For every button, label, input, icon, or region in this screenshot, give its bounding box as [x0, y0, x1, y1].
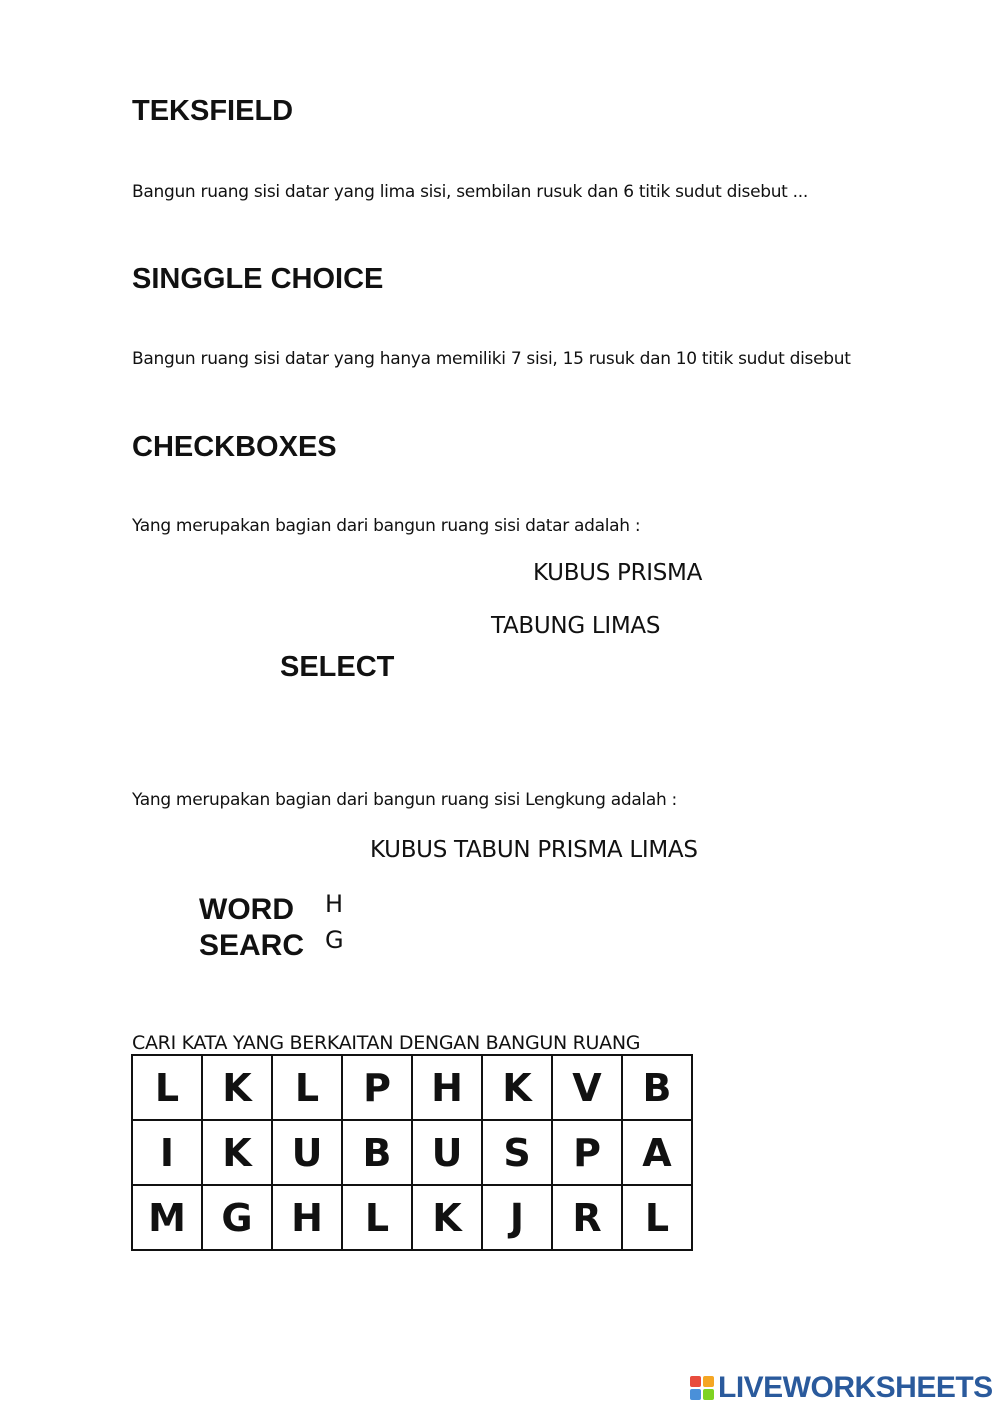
question-textfield: Bangun ruang sisi datar yang lima sisi, sembilan rusuk dan 6 titik sudut disebut ... — [132, 182, 808, 202]
word-search-overflow-line-1: H — [325, 890, 344, 918]
word-search-cell[interactable]: L — [132, 1055, 202, 1120]
section-heading-select: SELECT — [280, 651, 395, 683]
question-checkboxes: Yang merupakan bagian dari bangun ruang sisi datar adalah : — [132, 516, 641, 536]
word-search-cell[interactable]: G — [202, 1185, 272, 1250]
word-search-cell[interactable]: J — [482, 1185, 552, 1250]
word-search-cell[interactable]: H — [412, 1055, 482, 1120]
word-search-cell[interactable]: M — [132, 1185, 202, 1250]
word-search-cell[interactable]: V — [552, 1055, 622, 1120]
word-search-cell[interactable]: K — [202, 1120, 272, 1185]
question-select: Yang merupakan bagian dari bangun ruang sisi Lengkung adalah : — [132, 790, 677, 810]
select-options[interactable]: KUBUS TABUN PRISMA LIMAS — [370, 837, 698, 863]
word-search-cell[interactable]: L — [342, 1185, 412, 1250]
logo-tile — [703, 1376, 714, 1387]
word-search-cell[interactable]: B — [342, 1120, 412, 1185]
word-search-cell[interactable]: A — [622, 1120, 692, 1185]
word-search-heading-line-1: WORD — [199, 893, 294, 926]
word-search-cell[interactable]: K — [482, 1055, 552, 1120]
word-search-cell[interactable]: L — [622, 1185, 692, 1250]
word-search-cell[interactable]: S — [482, 1120, 552, 1185]
logo-tile — [703, 1389, 714, 1400]
word-search-heading-line-2: SEARC — [199, 929, 305, 962]
word-search-cell[interactable]: R — [552, 1185, 622, 1250]
checkbox-options-line-2[interactable]: TABUNG LIMAS — [491, 613, 661, 639]
word-search-cell[interactable]: H — [272, 1185, 342, 1250]
logo-text: LIVEWORKSHEETS — [718, 1371, 993, 1404]
word-search-instruction: CARI KATA YANG BERKAITAN DENGAN BANGUN RUANG — [132, 1032, 641, 1054]
word-search-overflow-line-2: G — [325, 926, 344, 954]
word-search-grid[interactable] — [131, 1054, 693, 1251]
word-search-cell[interactable]: I — [132, 1120, 202, 1185]
liveworksheets-logo-icon — [690, 1376, 714, 1400]
word-search-row — [132, 1055, 692, 1120]
word-search-cell[interactable]: P — [342, 1055, 412, 1120]
section-heading-single-choice: SINGGLE CHOICE — [132, 263, 384, 295]
word-search-cell[interactable]: L — [272, 1055, 342, 1120]
word-search-heading — [199, 892, 304, 964]
section-heading-textfield: TEKSFIELD — [132, 95, 294, 127]
word-search-cell[interactable]: U — [272, 1120, 342, 1185]
word-search-heading-overflow — [325, 886, 344, 958]
word-search-cell[interactable]: K — [412, 1185, 482, 1250]
question-single-choice: Bangun ruang sisi datar yang hanya memiliki 7 sisi, 15 rusuk dan 10 titik sudut disebut — [132, 349, 851, 369]
section-heading-checkboxes: CHECKBOXES — [132, 431, 337, 463]
word-search-cell[interactable]: K — [202, 1055, 272, 1120]
liveworksheets-logo — [690, 1372, 993, 1404]
logo-tile — [690, 1389, 701, 1400]
word-search-row — [132, 1185, 692, 1250]
word-search-cell[interactable]: B — [622, 1055, 692, 1120]
word-search-cell[interactable]: U — [412, 1120, 482, 1185]
word-search-cell[interactable]: P — [552, 1120, 622, 1185]
word-search-row — [132, 1120, 692, 1185]
checkbox-options-line-1[interactable]: KUBUS PRISMA — [533, 560, 703, 586]
logo-tile — [690, 1376, 701, 1387]
